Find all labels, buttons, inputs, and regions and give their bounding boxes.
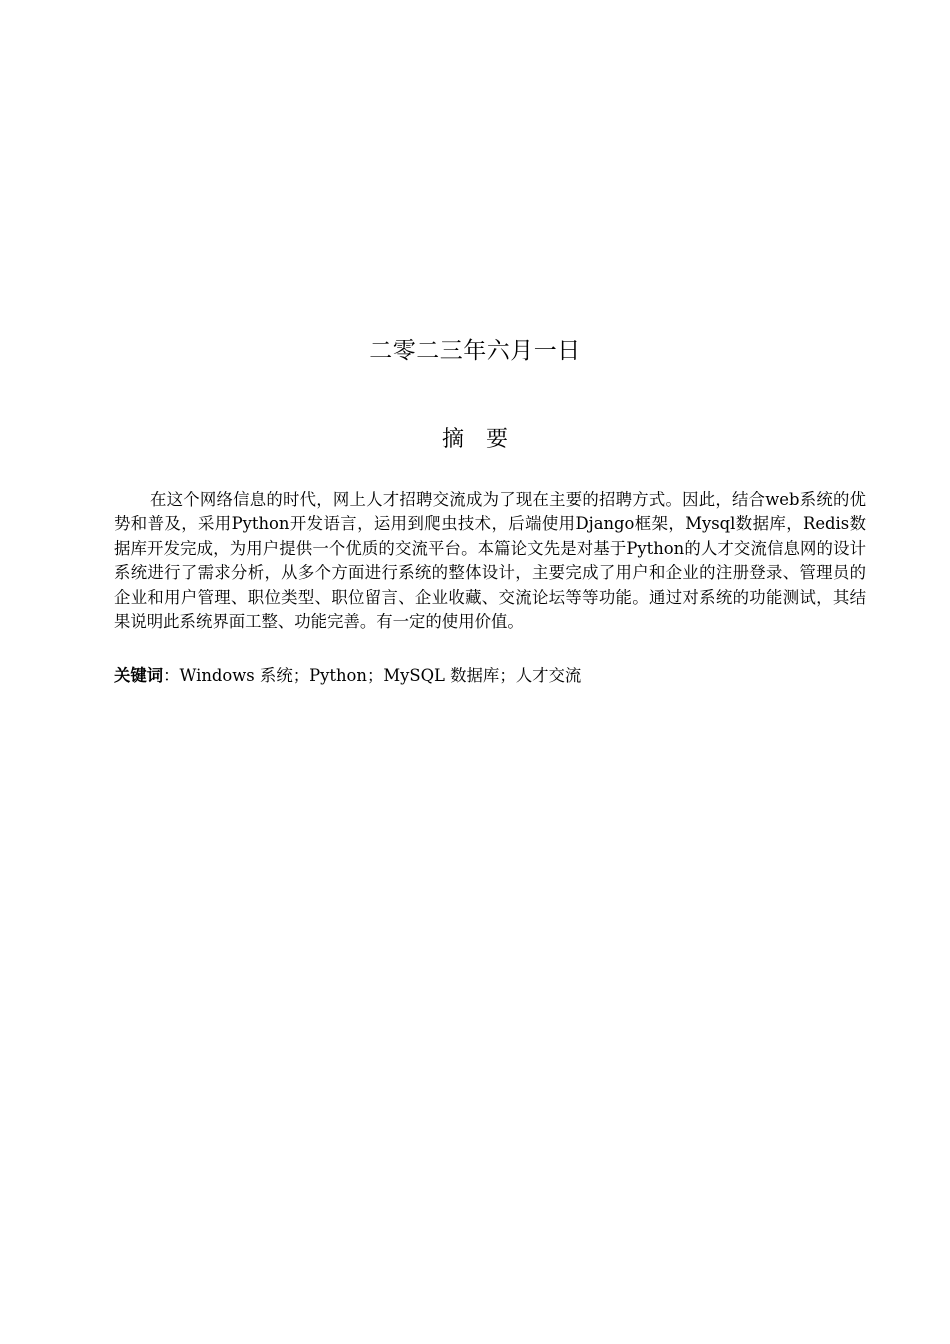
keywords-line: [114, 664, 866, 688]
date-line: 二零二三年六月一日: [369, 338, 581, 364]
abstract-title-char-2: 要: [486, 427, 509, 452]
keywords-label: 关键词: [114, 666, 164, 685]
abstract-body: 在这个网络信息的时代，网上人才招聘交流成为了现在主要的招聘方式。因此，结合web系统的优势和普及，采用Python开发语言，运用到爬虫技术，后端使用Django框架，Mysql数据库，Redis数据库开发完成，为用户提供一个优质的交流平台。本篇论文先是对基于Python的人才交流信息网的设计系统进行了需求分析，从多个方面进行系统的整体设计，主要完成了用户和企业的注册登录、管理员的企业和用户管理、职位类型、职位留言、企业收藏、交流论坛等等功能。通过对系统的功能测试，其结果说明此系统界面工整、功能完善。有一定的使用价值。: [114, 490, 866, 632]
keywords-text: ：Windows 系统；Python；MySQL 数据库；人才交流: [163, 666, 582, 685]
abstract-title-char-1: 摘: [441, 427, 464, 452]
abstract-title: [0, 424, 950, 456]
